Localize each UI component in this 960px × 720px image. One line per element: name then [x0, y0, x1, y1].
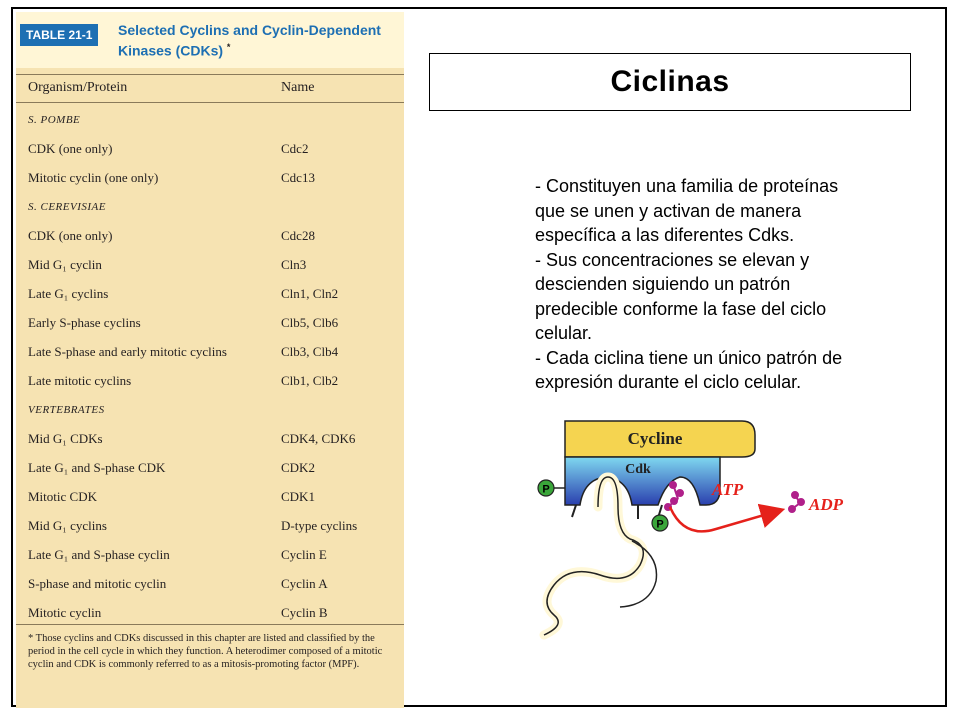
name-cell: Clb5, Clb6 [281, 315, 339, 330]
protein-cell: Late G₁ cyclins [28, 286, 109, 301]
cdk-foot-left [572, 505, 576, 517]
table-row [16, 137, 404, 166]
name-cell: CDK4, CDK6 [281, 431, 356, 446]
protein-cell: S-phase and mitotic cyclin [28, 576, 167, 591]
slide-title: Ciclinas [610, 65, 730, 98]
protein-cell: Late mitotic cyclins [28, 373, 132, 388]
protein-cell: Mitotic CDK [28, 489, 97, 504]
protein-cell: CDK (one only) [28, 141, 113, 156]
table-footnote: * Those cyclins and CDKs discussed in this chapter are listed and classified by the period in the cell cycle in which they function. A heterodimer composed of a mitotic cyclin and CDK is commonly referred to as a mitosis-promoting factor (MPF). [28, 633, 383, 670]
name-cell: Cdc2 [281, 141, 309, 156]
adp-label: ADP [809, 495, 843, 514]
table-bottom-rule [16, 624, 404, 625]
name-cell: Cyclin E [281, 547, 327, 562]
bullet-line: que se unen y activan de manera [535, 200, 802, 221]
table-row [16, 572, 404, 601]
table-row [16, 340, 404, 369]
cyclin-tail [544, 477, 643, 635]
table-section-row [16, 398, 404, 427]
cdk-label: Cdk [625, 462, 651, 477]
table-row [16, 253, 404, 282]
protein-cell: Mitotic cyclin [28, 605, 102, 620]
table-row [16, 485, 404, 514]
bullet-line: predecible conforme la fase del ciclo [535, 298, 827, 319]
protein-cell: Mitotic cyclin (one only) [28, 170, 159, 185]
table-title [118, 22, 404, 60]
section-label: S. POMBE [28, 114, 81, 126]
name-cell: Cdc13 [281, 170, 315, 185]
table-title-text: Selected Cyclins and Cyclin-Dependent Kinases (CDKs) [118, 22, 381, 59]
cyclin-cdk-diagram [520, 415, 880, 655]
phosphate-right-label: P [656, 518, 664, 531]
table-section-row [16, 108, 404, 137]
protein-cell: Mid G₁ cyclins [28, 518, 107, 533]
name-cell: Clb3, Clb4 [281, 344, 339, 359]
section-label: S. CEREVISIAE [28, 201, 106, 213]
table-header-band [16, 12, 404, 68]
table-badge: TABLE 21-1 [20, 24, 98, 46]
bullet-text [535, 174, 915, 395]
protein-cell: Early S-phase cyclins [28, 315, 141, 330]
bullet-line: específica a las diferentes Cdks. [535, 225, 795, 245]
name-cell: Cyclin B [281, 605, 328, 620]
bullet-line: descienden siguiendo un patrón [535, 274, 791, 294]
table-row [16, 514, 404, 543]
column-header-protein: Organism/Protein [28, 80, 128, 95]
name-cell: Cln3 [281, 257, 307, 272]
name-cell: CDK2 [281, 460, 315, 475]
name-cell: D-type cyclins [281, 518, 358, 533]
name-cell: CDK1 [281, 489, 315, 504]
protein-cell: CDK (one only) [28, 228, 113, 243]
column-header-name: Name [281, 80, 315, 95]
bullet-line: - Constituyen una familia de proteínas [535, 176, 839, 196]
name-cell: Cdc28 [281, 228, 315, 243]
title-box [429, 53, 911, 111]
protein-cell: Mid G₁ cyclin [28, 257, 102, 272]
table-row [16, 311, 404, 340]
bullet-line: expresión durante el ciclo celular. [535, 372, 802, 392]
table-row [16, 369, 404, 398]
table-row [16, 427, 404, 456]
protein-cell: Late S-phase and early mitotic cyclins [28, 344, 227, 359]
table-header-rule [16, 102, 404, 103]
bullet-line: - Cada ciclina tiene un único patrón de [535, 347, 843, 368]
table-row [16, 224, 404, 253]
table-row [16, 601, 404, 630]
bullet-line: celular. [535, 323, 593, 343]
reaction-arrow [670, 507, 778, 531]
cyclin-label: Cycline [627, 429, 683, 448]
table-row [16, 543, 404, 572]
table-row [16, 456, 404, 485]
table-row [16, 166, 404, 195]
section-label: VERTEBRATES [28, 404, 105, 416]
table-section-row [16, 195, 404, 224]
protein-cell: Late G₁ and S-phase cyclin [28, 547, 170, 562]
name-cell: Clb1, Clb2 [281, 373, 339, 388]
name-cell: Cyclin A [281, 576, 328, 591]
bullet-line: - Sus concentraciones se elevan y [535, 249, 810, 270]
table-top-rule [16, 74, 404, 75]
protein-cell: Mid G₁ CDKs [28, 431, 103, 446]
atp-label: ATP [712, 480, 744, 499]
adp-molecule-icon [789, 492, 804, 512]
protein-cell: Late G₁ and S-phase CDK [28, 460, 166, 475]
name-cell: Cln1, Cln2 [281, 286, 339, 301]
table-title-mark: * [226, 42, 231, 52]
cyclin-cdk-table [16, 12, 404, 708]
phosphate-left-label: P [542, 483, 550, 496]
table-row [16, 282, 404, 311]
